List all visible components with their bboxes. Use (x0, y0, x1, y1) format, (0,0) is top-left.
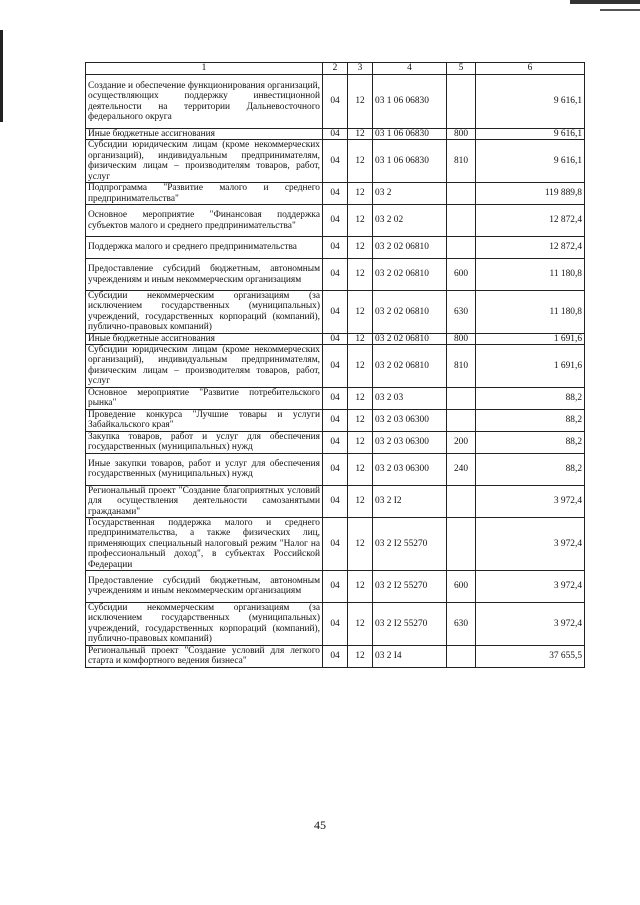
row-amount: 12 872,4 (476, 237, 585, 259)
row-target-article: 03 1 06 06830 (373, 129, 447, 140)
row-subsection: 12 (348, 570, 373, 602)
row-subsection: 12 (348, 431, 373, 453)
row-target-article: 03 2 02 06810 (373, 259, 447, 291)
row-subsection: 12 (348, 517, 373, 570)
row-amount: 88,2 (476, 431, 585, 453)
table-row (86, 183, 585, 205)
row-target-article: 03 2 (373, 183, 447, 205)
row-amount: 12 872,4 (476, 205, 585, 237)
row-expense-type: 800 (447, 129, 476, 140)
row-name: Основное мероприятие "Финансовая поддержка субъектов малого и среднего предпринимательства" (86, 205, 323, 237)
row-name: Иные закупки товаров, работ и услуг для обеспечения государственных (муниципальных) нужд (86, 453, 323, 485)
table-body (86, 75, 585, 668)
scan-edge-mark-top (570, 0, 640, 4)
row-name: Подпрограмма "Развитие малого и среднего предпринимательства" (86, 183, 323, 205)
row-section: 04 (323, 291, 348, 334)
row-target-article: 03 2 I2 (373, 485, 447, 517)
row-section: 04 (323, 345, 348, 388)
row-subsection: 12 (348, 387, 373, 409)
header-col-6: 6 (476, 63, 585, 75)
row-name: Субсидии юридическим лицам (кроме некоммерческих организаций), индивидуальным предпринимателям, физическим лицам – производителям товаров, работ, услуг (86, 140, 323, 183)
row-section: 04 (323, 237, 348, 259)
row-name: Создание и обеспечение функционирования организаций, осуществляющих поддержку инвестиционной деятельности на территории Дальневосточного федерального округа (86, 75, 323, 129)
row-amount: 11 180,8 (476, 259, 585, 291)
row-amount: 3 972,4 (476, 570, 585, 602)
table-row (86, 291, 585, 334)
row-subsection: 12 (348, 183, 373, 205)
row-amount: 88,2 (476, 387, 585, 409)
row-subsection: 12 (348, 345, 373, 388)
row-expense-type (447, 517, 476, 570)
table-row (86, 517, 585, 570)
row-section: 04 (323, 453, 348, 485)
header-row (86, 63, 585, 75)
header-col-1: 1 (86, 63, 323, 75)
row-name: Иные бюджетные ассигнования (86, 129, 323, 140)
row-target-article: 03 2 I4 (373, 645, 447, 667)
row-subsection: 12 (348, 645, 373, 667)
table-row (86, 75, 585, 129)
row-subsection: 12 (348, 75, 373, 129)
row-amount: 88,2 (476, 453, 585, 485)
row-section: 04 (323, 75, 348, 129)
row-target-article: 03 2 I2 55270 (373, 570, 447, 602)
row-subsection: 12 (348, 409, 373, 431)
table-row (86, 602, 585, 645)
row-expense-type (447, 645, 476, 667)
table-row (86, 645, 585, 667)
row-name: Проведение конкурса "Лучшие товары и услуги Забайкальского края" (86, 409, 323, 431)
row-target-article: 03 2 02 (373, 205, 447, 237)
row-expense-type (447, 75, 476, 129)
table-row (86, 205, 585, 237)
row-name: Государственная поддержка малого и среднего предпринимательства, а также физических лиц, применяющих специальный налоговый режим "Налог на профессиональный доход", в субъектах Российской Федерации (86, 517, 323, 570)
row-amount: 3 972,4 (476, 517, 585, 570)
table-row (86, 453, 585, 485)
row-target-article: 03 2 02 06810 (373, 345, 447, 388)
row-section: 04 (323, 645, 348, 667)
row-amount: 9 616,1 (476, 75, 585, 129)
row-expense-type (447, 409, 476, 431)
row-target-article: 03 2 02 06810 (373, 333, 447, 344)
row-section: 04 (323, 431, 348, 453)
row-name: Иные бюджетные ассигнования (86, 333, 323, 344)
table-row (86, 570, 585, 602)
row-section: 04 (323, 183, 348, 205)
row-target-article: 03 1 06 06830 (373, 140, 447, 183)
row-target-article: 03 2 03 (373, 387, 447, 409)
row-target-article: 03 2 02 06810 (373, 237, 447, 259)
row-section: 04 (323, 333, 348, 344)
row-name: Поддержка малого и среднего предпринимательства (86, 237, 323, 259)
row-amount: 9 616,1 (476, 140, 585, 183)
table-row (86, 140, 585, 183)
row-expense-type (447, 183, 476, 205)
table-row (86, 485, 585, 517)
row-expense-type (447, 205, 476, 237)
row-amount: 1 691,6 (476, 345, 585, 388)
row-name: Региональный проект "Создание благоприятных условий для осуществления деятельности самозанятыми гражданами" (86, 485, 323, 517)
row-name: Региональный проект "Создание условий для легкого старта и комфортного ведения бизнеса" (86, 645, 323, 667)
row-subsection: 12 (348, 333, 373, 344)
table-row (86, 333, 585, 344)
row-expense-type: 240 (447, 453, 476, 485)
table-row (86, 431, 585, 453)
row-amount: 9 616,1 (476, 129, 585, 140)
scan-edge-mark (0, 30, 3, 122)
table-row (86, 129, 585, 140)
table-header (86, 63, 585, 75)
header-col-3: 3 (348, 63, 373, 75)
row-target-article: 03 2 02 06810 (373, 291, 447, 334)
row-subsection: 12 (348, 129, 373, 140)
row-name: Предоставление субсидий бюджетным, автономным учреждениям и иным некоммерческим организациям (86, 259, 323, 291)
row-expense-type: 800 (447, 333, 476, 344)
row-target-article: 03 2 03 06300 (373, 409, 447, 431)
row-section: 04 (323, 140, 348, 183)
header-col-2: 2 (323, 63, 348, 75)
row-subsection: 12 (348, 485, 373, 517)
budget-table (85, 62, 585, 668)
row-subsection: 12 (348, 453, 373, 485)
row-expense-type: 630 (447, 291, 476, 334)
table-row (86, 237, 585, 259)
row-section: 04 (323, 409, 348, 431)
row-expense-type: 600 (447, 259, 476, 291)
row-amount: 3 972,4 (476, 602, 585, 645)
row-section: 04 (323, 517, 348, 570)
row-expense-type: 630 (447, 602, 476, 645)
row-name: Субсидии некоммерческим организациям (за исключением государственных (муниципальных) учреждений, государственных корпораций (компаний), публично-правовых компаний) (86, 602, 323, 645)
row-target-article: 03 1 06 06830 (373, 75, 447, 129)
row-target-article: 03 2 03 06300 (373, 431, 447, 453)
row-section: 04 (323, 602, 348, 645)
row-section: 04 (323, 259, 348, 291)
row-amount: 11 180,8 (476, 291, 585, 334)
row-section: 04 (323, 129, 348, 140)
table-row (86, 259, 585, 291)
row-target-article: 03 2 I2 55270 (373, 517, 447, 570)
row-amount: 3 972,4 (476, 485, 585, 517)
table-row (86, 387, 585, 409)
row-section: 04 (323, 205, 348, 237)
row-target-article: 03 2 I2 55270 (373, 602, 447, 645)
row-subsection: 12 (348, 291, 373, 334)
row-amount: 1 691,6 (476, 333, 585, 344)
row-expense-type: 810 (447, 140, 476, 183)
row-section: 04 (323, 387, 348, 409)
row-subsection: 12 (348, 602, 373, 645)
row-expense-type: 200 (447, 431, 476, 453)
row-expense-type (447, 237, 476, 259)
row-name: Закупка товаров, работ и услуг для обеспечения государственных (муниципальных) нужд (86, 431, 323, 453)
row-subsection: 12 (348, 237, 373, 259)
row-amount: 37 655,5 (476, 645, 585, 667)
row-expense-type (447, 387, 476, 409)
row-expense-type (447, 485, 476, 517)
row-target-article: 03 2 03 06300 (373, 453, 447, 485)
row-name: Основное мероприятие "Развитие потребительского рынка" (86, 387, 323, 409)
row-expense-type: 810 (447, 345, 476, 388)
scan-edge-mark-top-thin (600, 9, 640, 11)
row-section: 04 (323, 485, 348, 517)
row-amount: 88,2 (476, 409, 585, 431)
row-name: Субсидии некоммерческим организациям (за исключением государственных (муниципальных) учреждений, государственных корпораций (компаний), публично-правовых компаний) (86, 291, 323, 334)
table-row (86, 409, 585, 431)
row-name: Субсидии юридическим лицам (кроме некоммерческих организаций), индивидуальным предпринимателям, физическим лицам – производителям товаров, работ, услуг (86, 345, 323, 388)
table-row (86, 345, 585, 388)
row-amount: 119 889,8 (476, 183, 585, 205)
page-number: 45 (314, 818, 326, 832)
row-section: 04 (323, 570, 348, 602)
row-name: Предоставление субсидий бюджетным, автономным учреждениям и иным некоммерческим организациям (86, 570, 323, 602)
header-col-4: 4 (373, 63, 447, 75)
row-subsection: 12 (348, 205, 373, 237)
row-subsection: 12 (348, 140, 373, 183)
header-col-5: 5 (447, 63, 476, 75)
row-expense-type: 600 (447, 570, 476, 602)
row-subsection: 12 (348, 259, 373, 291)
